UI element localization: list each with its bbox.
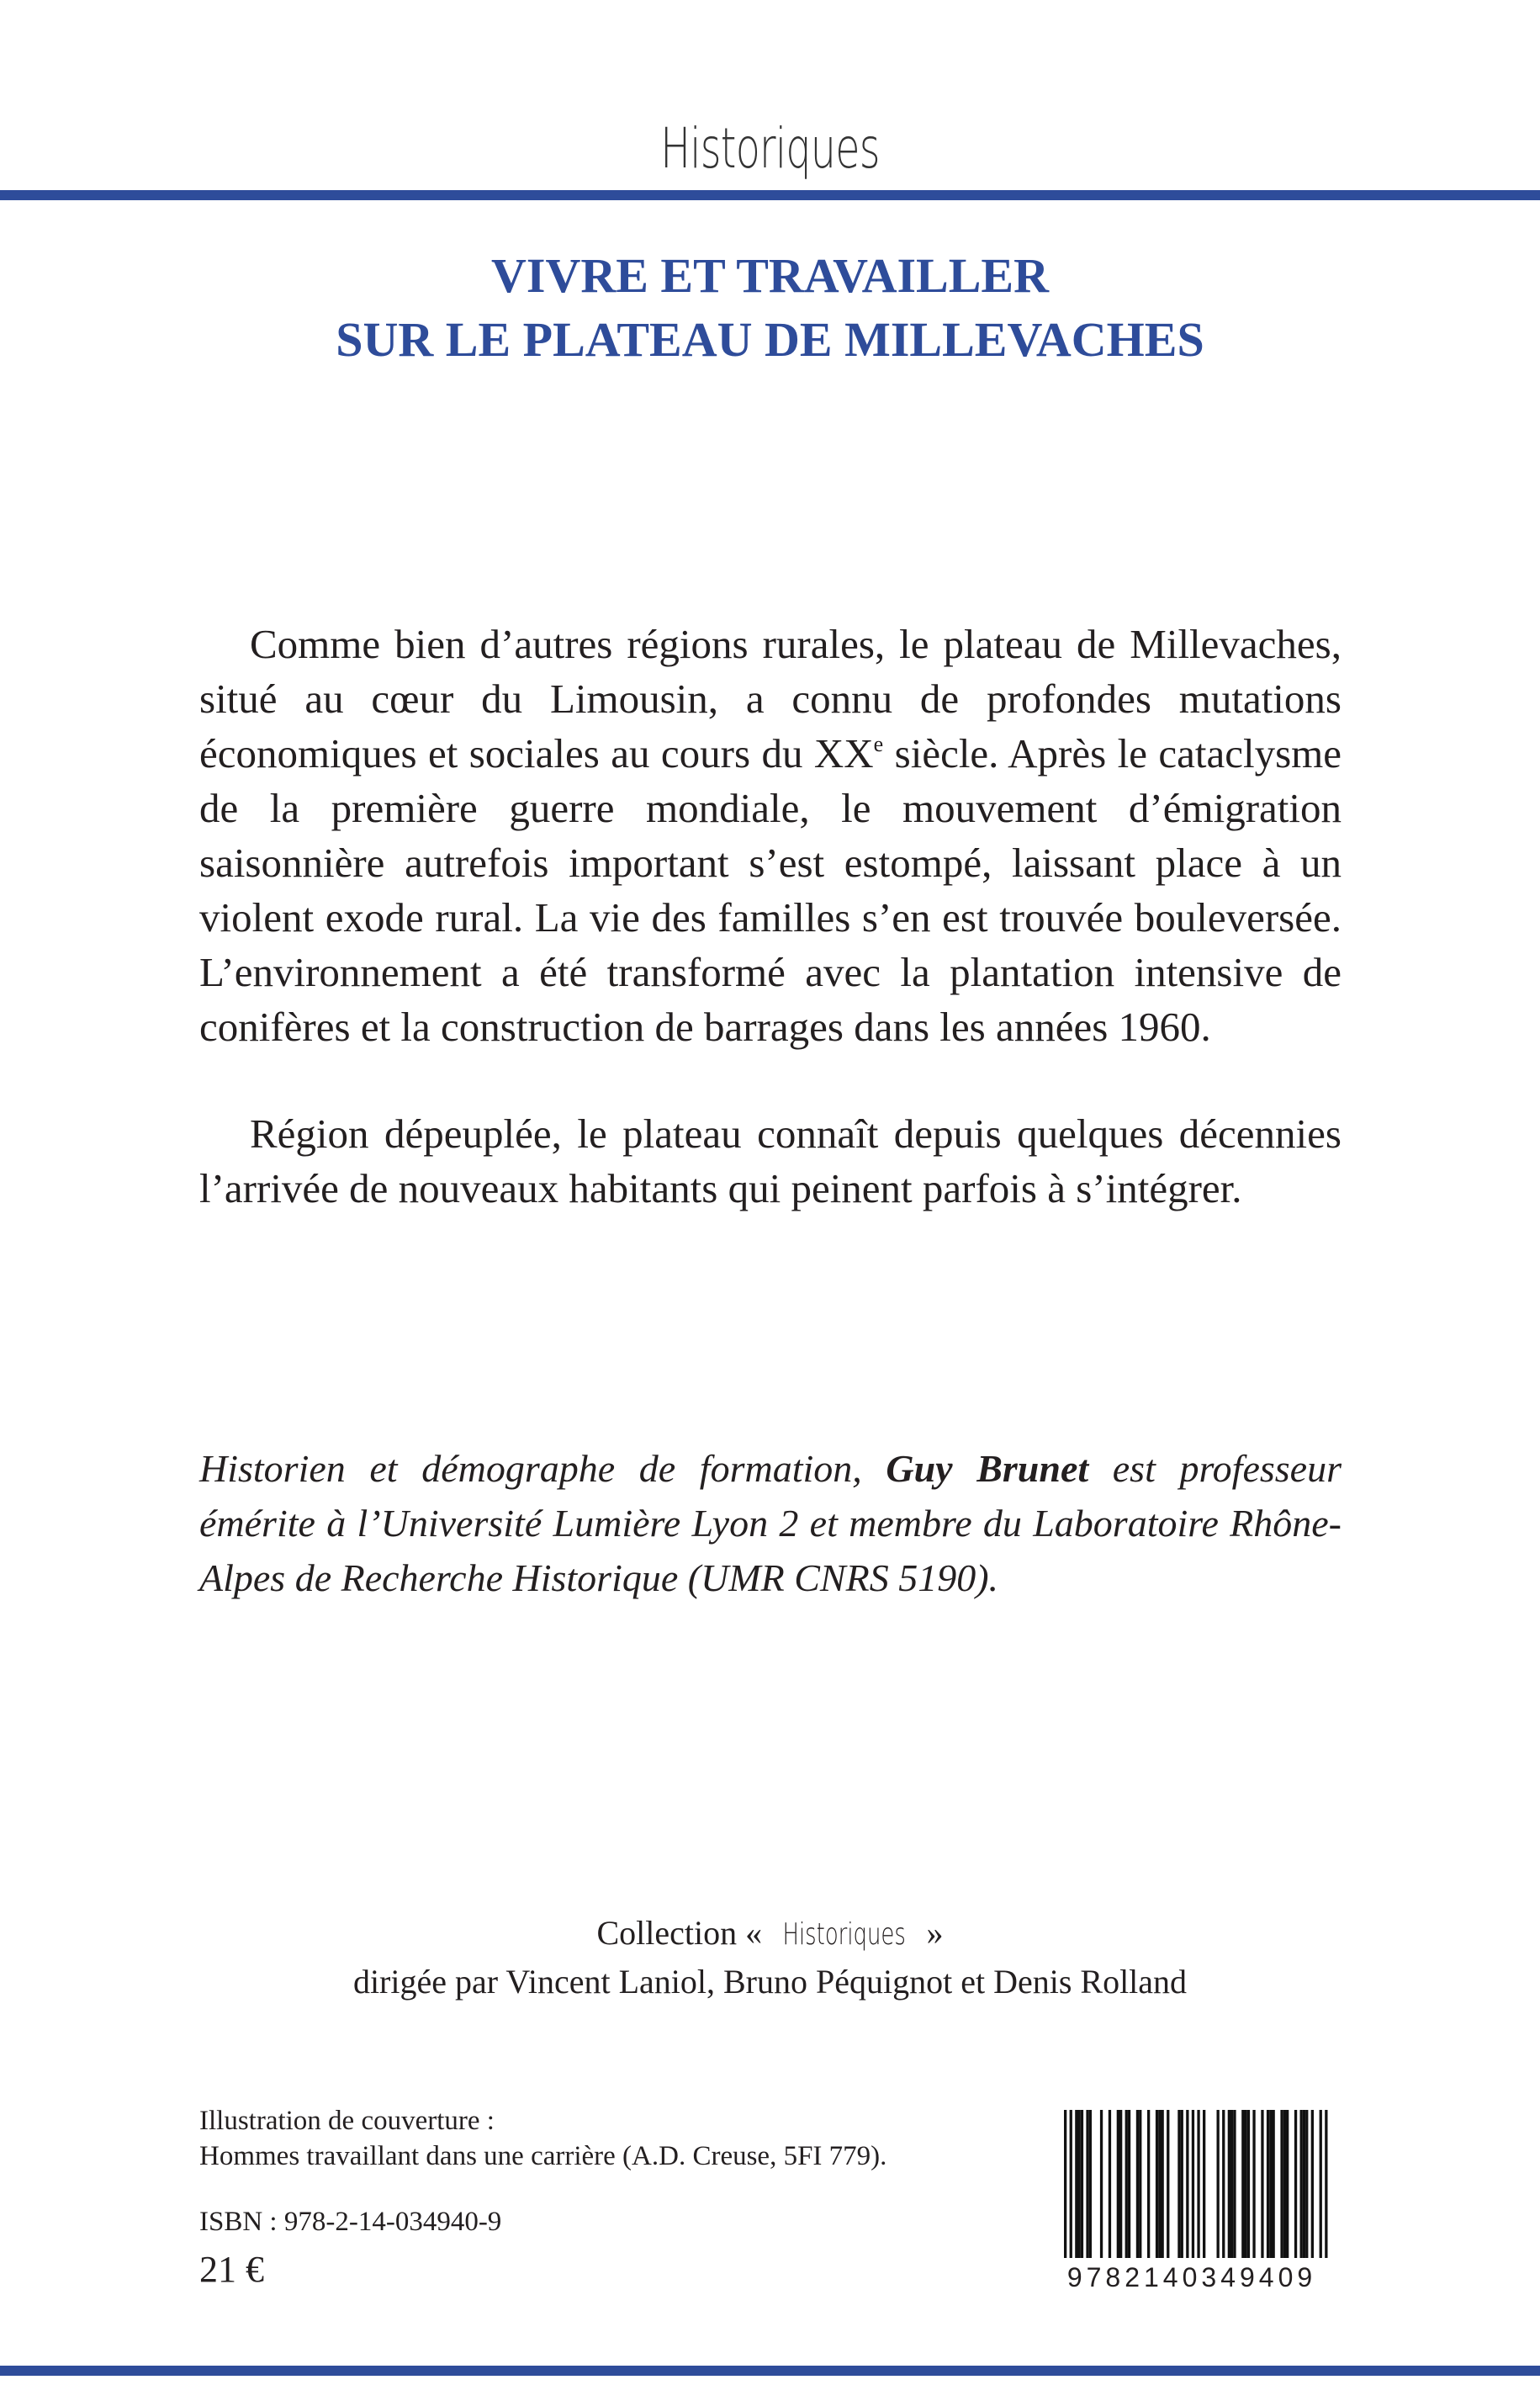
illustration-credit [199, 2103, 956, 2174]
blurb-text-1b: siècle. Après le cataclysme de la première guerre mondiale, le mouvement d’émigration saisonnière autrefois important s’est estompé, laissant place à un violent exode rural. La vie des familles s’en est trouvée bouleversée. L’environnement a été transformé avec la plantation intensive de conifères et la construction de barrages dans les années 1960. [199, 730, 1342, 1050]
author-bio [199, 1441, 1342, 1605]
collection-line [0, 1910, 1540, 1958]
book-title [0, 244, 1540, 372]
price: 21 € [199, 2249, 264, 2290]
series-logo: Historiques [660, 116, 880, 181]
collection-editors: dirigée par Vincent Laniol, Bruno Péquignot et Denis Rolland [352, 1963, 1188, 2001]
title-line-2: SUR LE PLATEAU DE MILLEVACHES [336, 312, 1204, 367]
collection-suffix: » [918, 1914, 944, 1952]
collection-name: Historiques [782, 1917, 907, 1952]
bio-intro: Historien et démographe de formation, [199, 1447, 886, 1490]
title-line-1: VIVRE ET TRAVAILLER [491, 248, 1049, 303]
century-superscript: e [873, 731, 884, 756]
isbn: ISBN : 978-2-14-034940-9 [199, 2207, 502, 2237]
collection-info [0, 1910, 1540, 2006]
barcode-digits: 9782140349409 [1044, 2258, 1340, 2297]
blurb-paragraph-2 [199, 1106, 1342, 1216]
illustration-label: Illustration de couverture : [199, 2106, 495, 2136]
bio-rest: est professeur émérite à l’Université Lumière Lyon 2 et membre du Laboratoire Rhône-Alpes de Recherche Historique (UMR CNRS 5190). [199, 1447, 1342, 1599]
top-rule [0, 190, 1540, 200]
blurb-text-1a: Comme bien d’autres régions rurales, le plateau de Millevaches, situé au cœur du Limousin, a connu de profondes mutations économiques et sociales au cours du XX [199, 621, 1342, 776]
collection-prefix: Collection « [596, 1914, 771, 1952]
barcode [1044, 2110, 1340, 2295]
bottom-rule [0, 2366, 1540, 2376]
blurb-text-2: Région dépeuplée, le plateau connaît depuis quelques décennies l’arrivée de nouveaux habitants qui peinent parfois à s’intégrer. [199, 1110, 1342, 1211]
blurb-paragraph-1 [199, 617, 1342, 1054]
illustration-caption: Hommes travaillant dans une carrière (A.D. Creuse, 5FI 779). [199, 2141, 887, 2171]
author-name: Guy Brunet [886, 1447, 1089, 1490]
